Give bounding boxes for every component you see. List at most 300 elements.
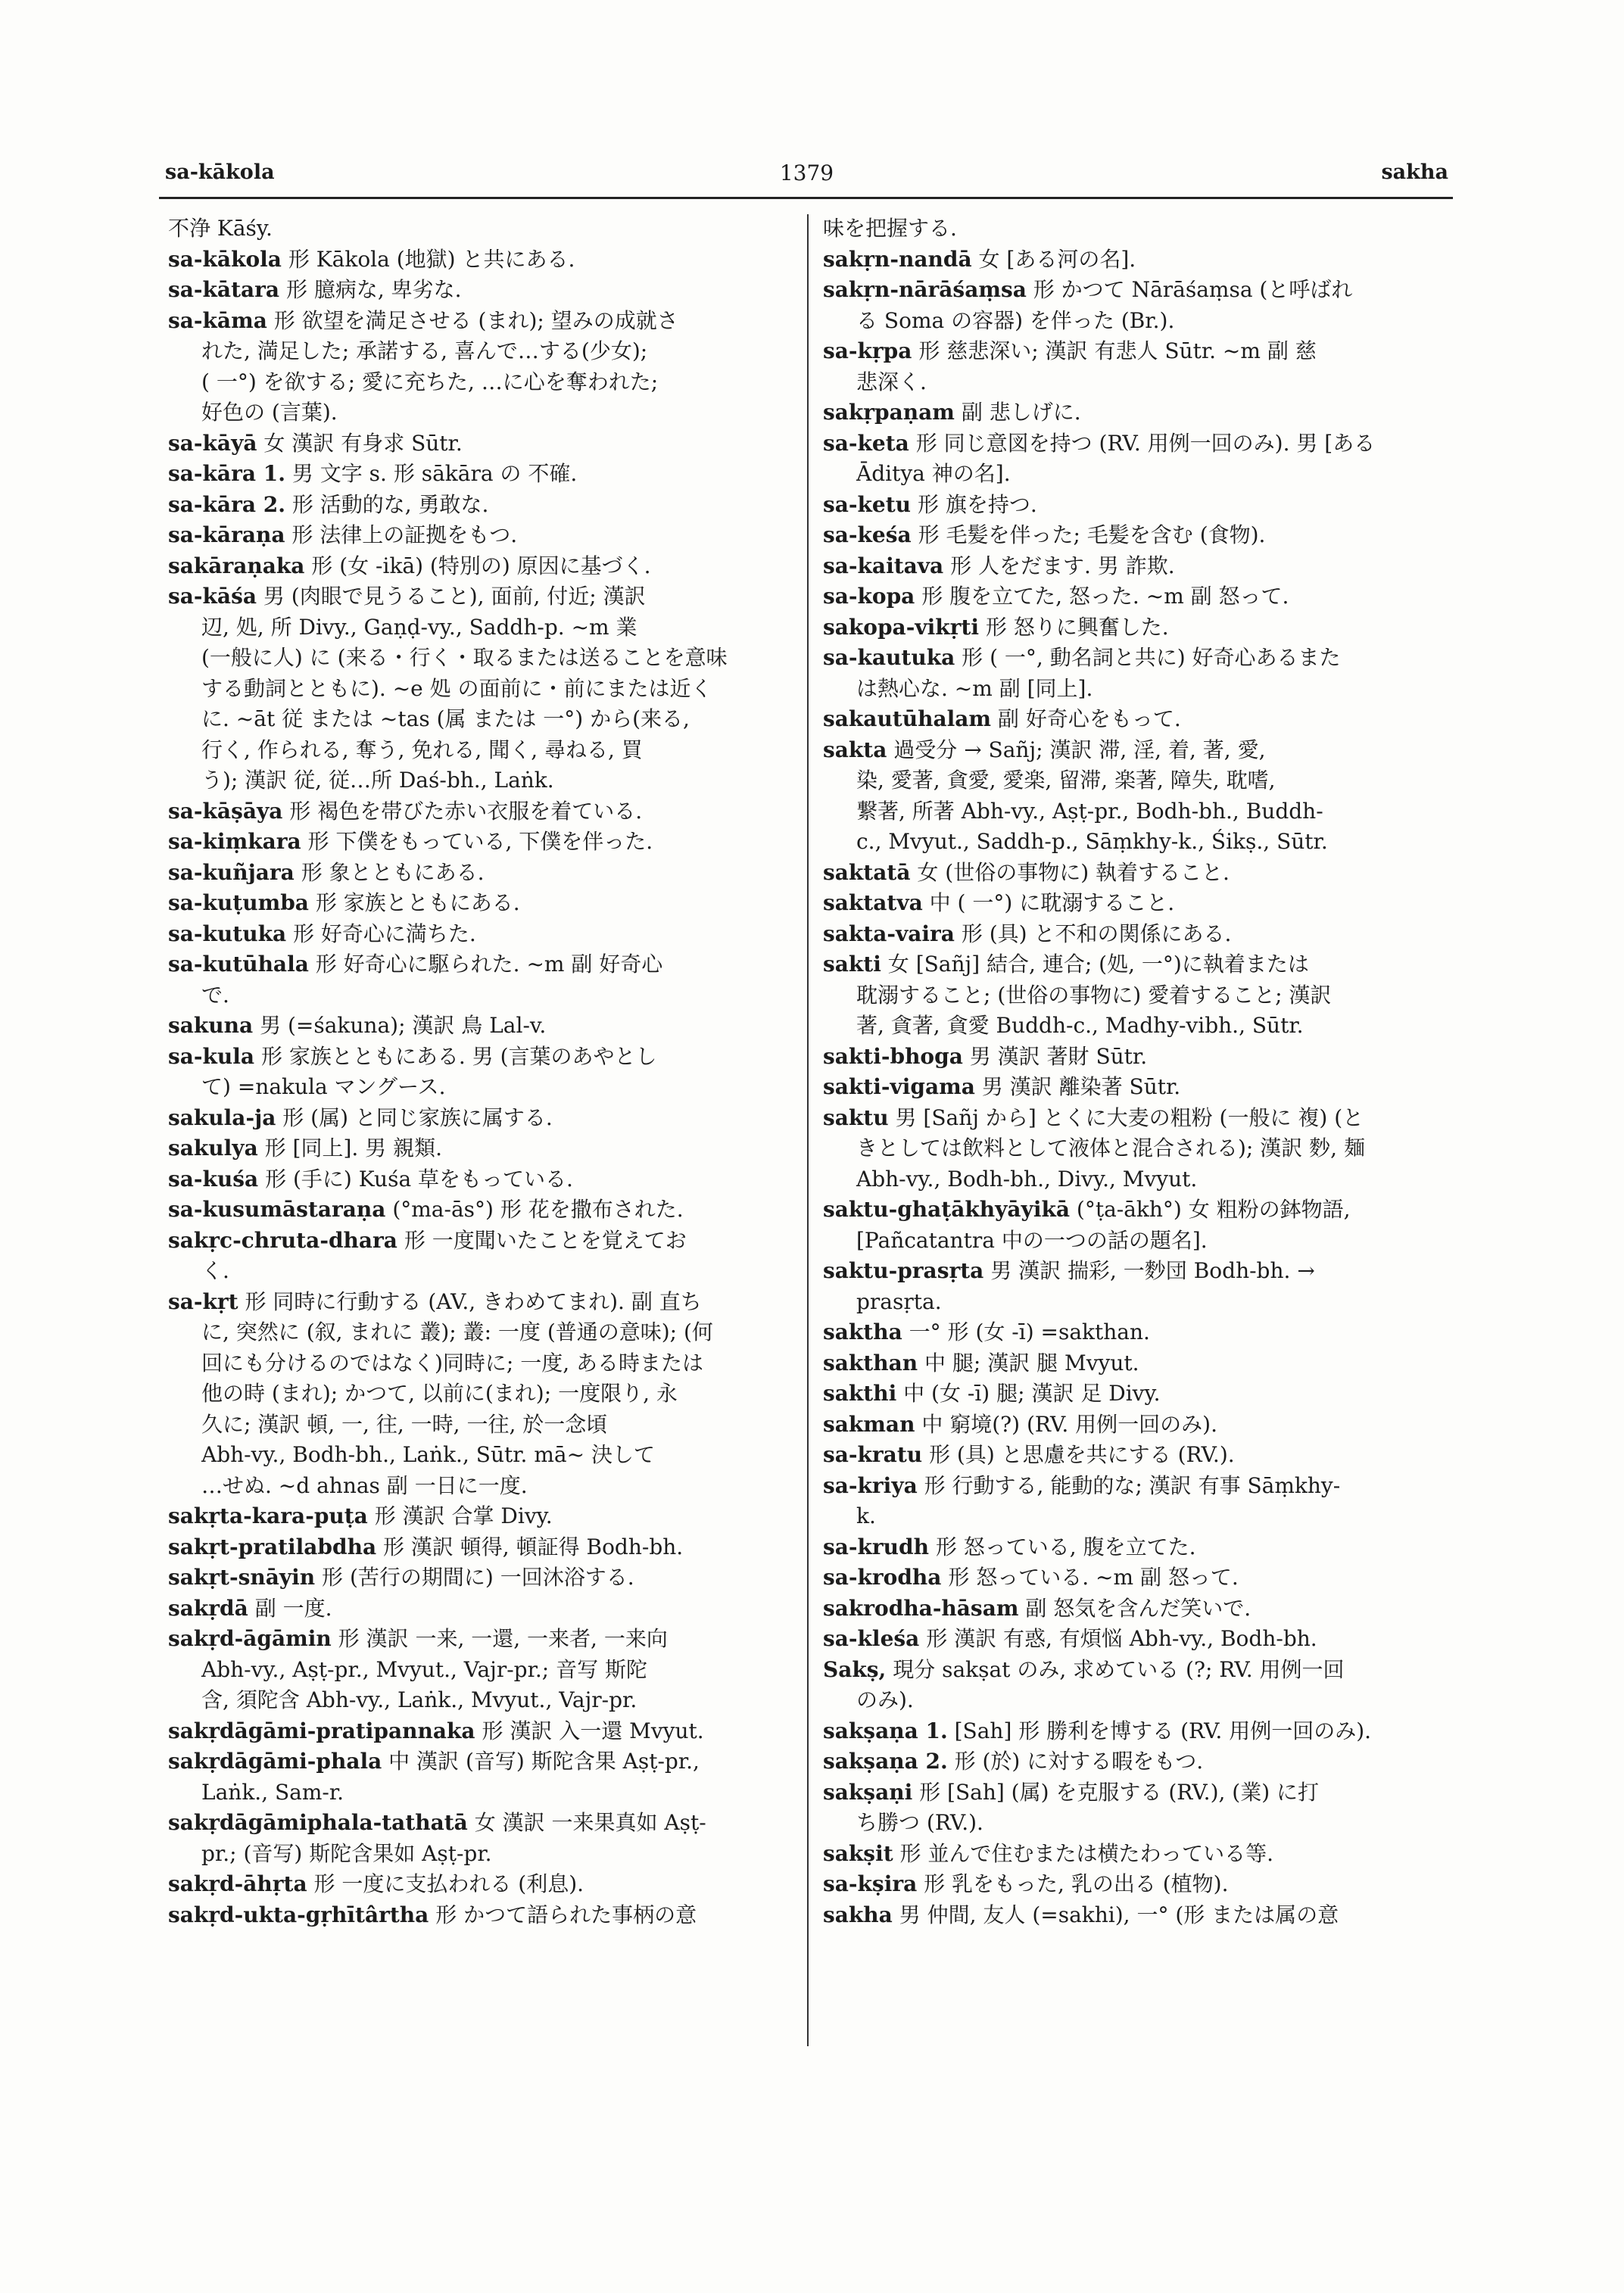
entry-line — [168, 1839, 789, 1870]
definition-text: 中 漢訳 (音写) 斯陀含果 Aṣṭ-pr., — [388, 1749, 700, 1774]
definition-text: 男 [Sañj から] とくに大麦の粗粉 (一般に 複) (と — [895, 1104, 1364, 1130]
entry-line — [168, 306, 789, 337]
headword: sa-kuśa — [168, 1166, 259, 1192]
dictionary-entry — [168, 1042, 789, 1103]
headword: sa-kiṃkara — [168, 829, 301, 854]
dictionary-entry — [168, 1226, 789, 1287]
definition-text: 形 家族とともにある. — [315, 890, 520, 915]
headword: sakṣaṇa 1. — [823, 1718, 948, 1743]
entry-line — [823, 428, 1448, 460]
dictionary-entry — [168, 919, 789, 950]
dictionary-entry — [168, 1103, 789, 1134]
headword: sa-krodha — [823, 1565, 942, 1590]
entry-line — [823, 581, 1448, 612]
entry-line — [168, 581, 789, 612]
dictionary-entry — [168, 796, 789, 827]
definition-text: 男 漢訳 揣彩, 一麨団 Bodh-bh. → — [990, 1258, 1315, 1283]
definition-text: 染, 愛著, 貪愛, 愛楽, 留滞, 楽著, 障失, 耽嗜, — [856, 768, 1276, 793]
entry-line — [168, 490, 789, 521]
headword: sakṣit — [823, 1840, 893, 1866]
definition-text: (°ṭa-ākh°) 女 粗粉の鉢物語, — [1076, 1197, 1351, 1222]
headword: sakṛta-kara-puṭa — [168, 1503, 368, 1528]
definition-text: 形 法律上の証拠をもつ. — [291, 522, 518, 547]
headword: sakta — [823, 737, 887, 762]
definition-text: に. ~āt 従 または ~tas (属 または 一°) から(来る, — [201, 706, 690, 731]
headword: sakta-vaira — [823, 921, 955, 946]
definition-text: Abh-vy., Aṣṭ-pr., Mvyut., Vajr-pr.; 音写 斯陀 — [201, 1656, 648, 1682]
definition-text: 悲深く. — [856, 369, 927, 394]
definition-text: 形 一度に支払われる (利息). — [313, 1871, 584, 1896]
entry-line — [168, 1777, 789, 1809]
headword: sa-kākola — [168, 246, 282, 272]
entry-line — [168, 919, 789, 950]
entry-line — [823, 765, 1448, 796]
entry-line — [823, 1379, 1448, 1410]
dictionary-entry — [823, 551, 1448, 582]
headword: sa-kātara — [168, 277, 280, 302]
definition-text: 久に; 漢訳 頓, 一, 往, 一時, 一往, 於一念頃 — [201, 1411, 608, 1437]
headword: sa-kāma — [168, 307, 267, 333]
definition-text: 形 (属) と同じ家族に属する. — [282, 1104, 553, 1130]
definition-text: (°ma-ās°) 形 花を撒布された. — [392, 1197, 684, 1222]
definition-text: 形 [Sah] (属) を克服する (RV.), (業) に打 — [919, 1779, 1320, 1805]
dictionary-entry — [823, 919, 1448, 950]
dictionary-entry — [823, 1839, 1448, 1870]
definition-text: く. — [201, 1258, 229, 1283]
dictionary-entry — [168, 306, 789, 428]
entry-line — [168, 1042, 789, 1073]
header-right-guide-word: sakha — [1381, 160, 1448, 184]
definition-text: 形 怒っている. ~m 副 怒って. — [948, 1565, 1239, 1590]
entry-line — [823, 980, 1448, 1011]
column-divider — [807, 214, 809, 2046]
dictionary-entry — [823, 1471, 1448, 1532]
definition-text: 中 腿; 漢訳 腿 Mvyut. — [924, 1350, 1139, 1375]
definition-text: 形 乳をもった, 乳の出る (植物). — [924, 1871, 1229, 1896]
entry-line — [823, 1348, 1448, 1379]
headword: Sakṣ, — [823, 1656, 887, 1682]
entry-line — [823, 1869, 1448, 1900]
dictionary-entry — [823, 1746, 1448, 1777]
definition-text: 形 活動的な, 勇敢な. — [291, 491, 489, 517]
headword: sa-kula — [168, 1043, 255, 1069]
entry-line — [168, 1746, 789, 1777]
headword: sakautūhalam — [823, 706, 992, 731]
entry-line — [823, 1501, 1448, 1532]
definition-text: 女 漢訳 有身求 Sūtr. — [263, 430, 463, 456]
definition-text: 副 怒気を含んだ笑いで. — [1025, 1595, 1252, 1621]
entry-line — [168, 980, 789, 1011]
entry-line — [823, 888, 1448, 919]
definition-text: c., Mvyut., Saddh-p., Sāṃkhy-k., Śikṣ., Sūtr. — [856, 829, 1328, 854]
definition-text: (一般に人) に (来る・行く・取るまたは送ることを意味 — [201, 645, 728, 670]
definition-text: は熱心な. ~m 副 [同上]. — [856, 675, 1093, 701]
headword: sakulya — [168, 1136, 258, 1161]
headword: sakāraṇaka — [168, 553, 305, 578]
entry-line — [168, 275, 789, 306]
definition-text: 形 [同上]. 男 親類. — [264, 1136, 442, 1161]
headword: sa-kāyā — [168, 430, 257, 456]
entry-line — [168, 735, 789, 766]
definition-text: 副 悲しげに. — [961, 400, 1081, 425]
entry-line — [823, 306, 1448, 337]
dictionary-entry — [823, 1195, 1448, 1256]
dictionary-entry — [168, 428, 789, 460]
headword: sa-kleśa — [823, 1626, 920, 1651]
headword: sakṣaṇi — [823, 1779, 913, 1805]
definition-text: 形 行動する, 能動的な; 漢訳 有事 Sāṃkhy- — [924, 1472, 1341, 1498]
definition-text: のみ). — [856, 1687, 914, 1712]
dictionary-entry — [823, 949, 1448, 1042]
dictionary-entry — [823, 490, 1448, 521]
definition-text: 著, 貪著, 貪愛 Buddh-c., Madhy-vibh., Sūtr. — [856, 1013, 1304, 1038]
definition-text: 形 一度聞いたことを覚えてお — [404, 1227, 687, 1253]
entry-line — [168, 1655, 789, 1686]
definition-text: れた, 満足した; 承諾する, 喜んで…する(少女); — [201, 338, 648, 363]
dictionary-entry — [823, 1716, 1448, 1747]
entry-line — [168, 643, 789, 674]
dictionary-entry — [823, 704, 1448, 735]
headword: sakti — [823, 952, 881, 977]
headword: sa-kāśa — [168, 584, 257, 609]
entry-line — [823, 336, 1448, 367]
dictionary-entry — [823, 1379, 1448, 1410]
definition-text: 女 [Sañj] 結合, 連合; (処, 一°)に執着または — [887, 952, 1309, 977]
entry-line — [823, 1410, 1448, 1441]
headword: saktu — [823, 1104, 889, 1130]
dictionary-entry — [168, 1808, 789, 1869]
headword: sa-keśa — [823, 522, 912, 547]
dictionary-entry — [823, 213, 1448, 245]
entry-line — [168, 612, 789, 643]
definition-text: 回にも分けるのではなく)同時に; 一度, ある時または — [201, 1350, 704, 1375]
definition-text: 副 一度. — [254, 1595, 332, 1621]
dictionary-entry — [168, 1164, 789, 1195]
dictionary-entry — [168, 1562, 789, 1594]
dictionary-entry — [168, 1900, 789, 1931]
entry-line — [823, 1808, 1448, 1839]
definition-text: 味を把握する. — [823, 216, 957, 241]
entry-line — [168, 1869, 789, 1900]
definition-text: 形 好奇心に駆られた. ~m 副 好奇心 — [315, 952, 663, 977]
entry-line — [168, 1133, 789, 1164]
definition-text: Laṅk., Sam-r. — [201, 1779, 344, 1805]
headword: sa-keta — [823, 430, 909, 456]
definition-text: 形 臆病な, 卑劣な. — [285, 277, 462, 302]
dictionary-entry — [168, 275, 789, 306]
dictionary-entry — [823, 612, 1448, 643]
definition-text: 形 漢訳 合掌 Divy. — [374, 1503, 553, 1528]
definition-text: k. — [856, 1503, 876, 1528]
dictionary-entry — [823, 1042, 1448, 1073]
dictionary-entry — [168, 459, 789, 490]
definition-text: 男 文字 s. 形 sākāra の 不確. — [291, 461, 578, 486]
definition-text: 形 同じ意図を持つ (RV. 用例一回のみ). 男 [ある — [915, 430, 1376, 456]
entry-line — [168, 827, 789, 858]
headword: saktu-ghaṭākhyāyikā — [823, 1197, 1070, 1222]
entry-line — [823, 1839, 1448, 1870]
entry-line — [823, 1164, 1448, 1195]
definition-text: きとしては飲料として液体と混合される); 漢訳 麨, 麺 — [856, 1136, 1365, 1161]
entry-line — [823, 1685, 1448, 1716]
definition-text: [Pañcatantra 中の一つの話の題名]. — [856, 1227, 1208, 1253]
headword: sakthi — [823, 1381, 897, 1406]
entry-line — [823, 1042, 1448, 1073]
entry-line — [823, 520, 1448, 551]
definition-text: 形 好奇心に満ちた. — [293, 921, 476, 946]
entry-line — [823, 1440, 1448, 1471]
headword: sa-kuṭumba — [168, 890, 309, 915]
headword: sakṛd-āhṛta — [168, 1871, 307, 1896]
definition-text: 中 窮境(?) (RV. 用例一回のみ). — [921, 1411, 1217, 1437]
definition-text: 他の時 (まれ); かつて, 以前に(まれ); 一度限り, 永 — [201, 1381, 678, 1406]
running-header — [165, 160, 1448, 194]
headword: sakopa-vikṛti — [823, 614, 979, 640]
definition-text: 形 人をだます. 男 詐欺. — [950, 553, 1175, 578]
entry-line — [168, 674, 789, 705]
definition-text: 形 (手に) Kuśa 草をもっている. — [265, 1166, 573, 1192]
entry-line — [823, 490, 1448, 521]
dictionary-entry — [168, 245, 789, 276]
headword: sa-kāra 2. — [168, 491, 285, 517]
definition-text: 男 (肉眼で見うること), 面前, 付近; 漢訳 — [263, 584, 646, 609]
entry-line — [823, 1133, 1448, 1164]
definition-text: 好色の (言葉). — [201, 400, 338, 425]
entry-line — [823, 1746, 1448, 1777]
definition-text: 形 旗を持つ. — [917, 491, 1037, 517]
headword: sakṛd-ukta-gṛhītârtha — [168, 1902, 429, 1927]
dictionary-entry — [168, 1746, 789, 1808]
definition-text: 形 Kākola (地獄) と共にある. — [288, 246, 575, 272]
dictionary-entry — [168, 1594, 789, 1625]
entry-line — [823, 1256, 1448, 1287]
dictionary-entry — [823, 643, 1448, 704]
definition-text: [Sah] 形 勝利を博する (RV. 用例一回のみ). — [954, 1718, 1372, 1743]
definition-text: 形 褐色を帯びた赤い衣服を着ている. — [289, 798, 643, 824]
entry-line — [823, 1226, 1448, 1257]
dictionary-entry — [823, 1777, 1448, 1839]
definition-text: Abh-vy., Bodh-bh., Divy., Mvyut. — [856, 1166, 1198, 1192]
definition-text: 形 漢訳 入一還 Mvyut. — [482, 1718, 704, 1743]
dictionary-entry — [168, 520, 789, 551]
dictionary-entry — [168, 1532, 789, 1563]
entry-line — [823, 704, 1448, 735]
definition-text: 不浄 Kāśy. — [168, 216, 273, 241]
right-column — [823, 213, 1448, 1930]
definition-text: 形 毛髪を伴った; 毛髪を含む (食物). — [918, 522, 1266, 547]
definition-text: する動詞とともに). ~e 処 の面前に・前にまたは近く — [201, 675, 712, 701]
definition-text: 男 (=śakuna); 漢訳 鳥 Lal-v. — [260, 1013, 547, 1038]
headword: sakti-bhoga — [823, 1043, 963, 1069]
definition-text: 形 漢訳 有惑, 有煩悩 Abh-vy., Bodh-bh. — [926, 1626, 1317, 1651]
headword: sa-kriya — [823, 1472, 918, 1498]
entry-line — [168, 1685, 789, 1716]
definition-text: 繋著, 所著 Abh-vy., Aṣṭ-pr., Bodh-bh., Buddh- — [856, 798, 1323, 824]
definition-text: 含, 須陀含 Abh-vy., Laṅk., Mvyut., Vajr-pr. — [201, 1687, 637, 1712]
entry-line — [823, 1716, 1448, 1747]
headword: sa-kṛt — [168, 1288, 238, 1314]
entry-line — [823, 1562, 1448, 1594]
dictionary-entry — [168, 1287, 789, 1502]
headword: saktatā — [823, 859, 911, 885]
dictionary-entry — [823, 1317, 1448, 1348]
dictionary-entry — [823, 858, 1448, 889]
dictionary-entry — [823, 428, 1448, 490]
dictionary-entry — [168, 949, 789, 1011]
definition-text: …せぬ. ~d ahnas 副 一日に一度. — [201, 1472, 528, 1498]
definition-text: 形 怒りに興奮した. — [985, 614, 1169, 640]
entry-line — [168, 1900, 789, 1931]
definition-text: 過受分 → Sañj; 漢訳 滞, 淫, 着, 著, 愛, — [893, 737, 1266, 762]
entry-line — [823, 643, 1448, 674]
dictionary-entry — [823, 1440, 1448, 1471]
headword: saktha — [823, 1319, 902, 1344]
entry-line — [823, 275, 1448, 306]
entry-line — [168, 459, 789, 490]
definition-text: 形 漢訳 頓得, 頓証得 Bodh-bh. — [383, 1534, 684, 1559]
dictionary-entry — [168, 1133, 789, 1164]
dictionary-entry — [168, 1011, 789, 1042]
headword: sa-kutuka — [168, 921, 287, 946]
definition-text: 女 (世俗の事物に) 執着すること. — [917, 859, 1230, 885]
headword: sa-krudh — [823, 1534, 929, 1559]
definition-text: 形 象とともにある. — [301, 859, 485, 885]
definition-text: 耽溺すること; (世俗の事物に) 愛着すること; 漢訳 — [856, 982, 1332, 1008]
definition-text: で. — [201, 982, 229, 1008]
headword: sakṛdāgāmi-phala — [168, 1749, 382, 1774]
entry-line — [823, 735, 1448, 766]
entry-line — [168, 1072, 789, 1103]
dictionary-entry — [823, 245, 1448, 276]
headword: sakman — [823, 1411, 915, 1437]
headword: saktu-prasṛta — [823, 1258, 984, 1283]
dictionary-entry — [823, 520, 1448, 551]
entry-line — [168, 1410, 789, 1441]
entry-line — [823, 949, 1448, 980]
entry-line — [823, 858, 1448, 889]
headword: sa-ketu — [823, 491, 912, 517]
headword: sakṛdāgāmiphala-tathatā — [168, 1810, 468, 1835]
dictionary-entry — [823, 397, 1448, 428]
entry-line — [168, 336, 789, 367]
dictionary-entry — [168, 1195, 789, 1226]
dictionary-entry — [168, 888, 789, 919]
dictionary-entry — [168, 827, 789, 858]
dictionary-entry — [168, 1716, 789, 1747]
entry-line — [168, 1287, 789, 1318]
entry-line — [168, 1011, 789, 1042]
definition-text: ち勝つ (RV.). — [856, 1810, 983, 1835]
definition-text: 男 漢訳 著財 Sūtr. — [969, 1043, 1148, 1069]
entry-line — [823, 612, 1448, 643]
definition-text: ( 一°) を欲する; 愛に充ちた, …に心を奪われた; — [201, 369, 659, 394]
definition-text: 形 (具) と思慮を共にする (RV.). — [929, 1442, 1235, 1467]
entry-line — [823, 1594, 1448, 1625]
definition-text: pr.; (音写) 斯陀含果如 Aṣṭ-pr. — [201, 1840, 492, 1866]
dictionary-entry — [823, 735, 1448, 858]
dictionary-entry — [823, 581, 1448, 612]
entry-line — [168, 1501, 789, 1532]
entry-line — [168, 1440, 789, 1471]
headword: sakuna — [168, 1013, 254, 1038]
entry-line — [823, 1287, 1448, 1318]
entry-line — [168, 1716, 789, 1747]
definition-text: 行く, 作られる, 奪う, 免れる, 聞く, 尋ねる, 買 — [201, 737, 643, 762]
headword: sa-kāraṇa — [168, 522, 285, 547]
definition-text: る Soma の容器) を伴った (Br.). — [856, 307, 1175, 333]
entry-line — [823, 397, 1448, 428]
entry-line — [823, 1900, 1448, 1931]
entry-line — [168, 765, 789, 796]
definition-text: 形 (苦行の期間に) 一回沐浴する. — [322, 1565, 634, 1590]
headword: sakṛn-nārāśaṃsa — [823, 277, 1027, 302]
left-column — [168, 213, 789, 1930]
headword: sakṛpaṇam — [823, 400, 955, 425]
dictionary-entry — [823, 1103, 1448, 1195]
entry-line — [168, 520, 789, 551]
entry-line — [823, 551, 1448, 582]
headword: sakula-ja — [168, 1104, 276, 1130]
definition-text: て) =nakula マングース. — [201, 1074, 446, 1099]
definition-text: 副 好奇心をもって. — [997, 706, 1181, 731]
headword: sa-kopa — [823, 584, 915, 609]
definition-text: 中 (女 -ī) 腿; 漢訳 足 Divy. — [903, 1381, 1161, 1406]
dictionary-entry — [823, 1624, 1448, 1655]
dictionary-entry — [823, 1410, 1448, 1441]
definition-text: prasṛta. — [856, 1288, 942, 1314]
entry-line — [823, 1532, 1448, 1563]
entry-line — [823, 1317, 1448, 1348]
headword: sakṛd-āgāmin — [168, 1626, 332, 1651]
headword: sa-kāṣāya — [168, 798, 283, 824]
entry-line — [823, 1103, 1448, 1134]
page-number: 1379 — [779, 160, 834, 185]
entry-line — [823, 367, 1448, 398]
entry-line — [823, 1011, 1448, 1042]
entry-line — [823, 1655, 1448, 1686]
header-rule — [159, 197, 1453, 199]
entry-line — [823, 1072, 1448, 1103]
definition-text: 中 ( 一°) に耽溺すること. — [929, 890, 1175, 915]
definition-text: 男 漢訳 離染著 Sūtr. — [981, 1074, 1181, 1099]
entry-line — [168, 245, 789, 276]
definition-text: Āditya 神の名]. — [856, 461, 1011, 486]
headword: sa-kautuka — [823, 645, 955, 670]
entry-line — [168, 551, 789, 582]
definition-text: 形 並んで住むまたは横たわっている等. — [899, 1840, 1274, 1866]
dictionary-entry — [823, 1348, 1448, 1379]
headword: sakṛdāgāmi-pratipannaka — [168, 1718, 475, 1743]
definition-text: 辺, 処, 所 Divy., Gaṇḍ-vy., Saddh-p. ~m 業 — [201, 614, 637, 640]
definition-text: 女 [ある河の名]. — [978, 246, 1136, 272]
headword: sakrodha-hāsam — [823, 1595, 1019, 1621]
headword: sakthan — [823, 1350, 918, 1375]
dictionary-entry — [823, 1655, 1448, 1716]
headword: saktatva — [823, 890, 923, 915]
headword: sakṣaṇa 2. — [823, 1749, 948, 1774]
entry-line — [823, 1471, 1448, 1502]
entry-line — [168, 367, 789, 398]
definition-text: 形 慈悲深い; 漢訳 有悲人 Sūtr. ~m 副 慈 — [918, 338, 1317, 363]
definition-text: 形 (於) に対する暇をもつ. — [954, 1749, 1204, 1774]
dictionary-entry — [168, 581, 789, 796]
definition-text: 形 かつて語られた事柄の意 — [435, 1902, 697, 1927]
entry-line — [823, 459, 1448, 490]
headword: sakṛc-chruta-dhara — [168, 1227, 397, 1253]
entry-line — [168, 1532, 789, 1563]
entry-line — [168, 1594, 789, 1625]
dictionary-entry — [168, 858, 789, 889]
